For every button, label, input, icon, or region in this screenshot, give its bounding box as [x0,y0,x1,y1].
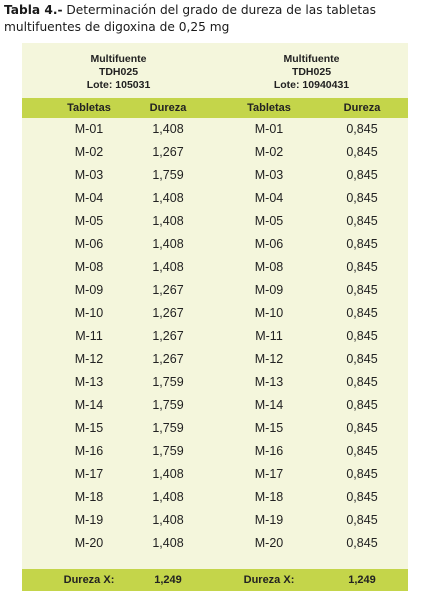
cell-dureza-2: 0,845 [346,260,378,274]
cell-tableta-1: M-08 [74,260,104,274]
cell-dureza-2: 0,845 [346,145,378,159]
cell-dureza-2: 0,845 [346,375,378,389]
cell-dureza-2: 0,845 [346,306,378,320]
table-row [22,371,408,394]
cell-tableta-2: M-17 [254,467,284,481]
table-row [22,394,408,417]
cell-dureza-2: 0,845 [346,536,378,550]
cell-tableta-2: M-10 [254,306,284,320]
column-header-dureza-2: Dureza [343,102,381,114]
column-header-dureza-1: Dureza [149,102,187,114]
cell-tableta-1: M-14 [74,398,104,412]
cell-tableta-2: M-01 [254,122,284,136]
cell-tableta-1: M-18 [74,490,104,504]
cell-dureza-2: 0,845 [346,122,378,136]
cell-dureza-1: 1,267 [152,283,184,297]
cell-tableta-1: M-01 [74,122,104,136]
cell-dureza-1: 1,408 [152,237,184,251]
footer-row [22,569,408,591]
cell-dureza-2: 0,845 [346,237,378,251]
column-header-row [22,98,408,118]
caption-text-line1: Determinación del grado de dureza de las tabletas [62,3,376,17]
hardness-table [22,43,408,591]
table-row [22,141,408,164]
cell-tableta-2: M-12 [254,352,284,366]
cell-tableta-2: M-19 [254,513,284,527]
cell-dureza-1: 1,408 [152,536,184,550]
cell-dureza-1: 1,267 [152,306,184,320]
cell-dureza-1: 1,408 [152,214,184,228]
cell-tableta-2: M-02 [254,145,284,159]
group-2-line3: Lote: 10940431 [273,79,350,91]
cell-tableta-1: M-05 [74,214,104,228]
cell-dureza-1: 1,267 [152,145,184,159]
cell-dureza-2: 0,845 [346,168,378,182]
caption-label: Tabla 4.- [4,3,63,17]
cell-dureza-2: 0,845 [346,283,378,297]
group-header-1 [22,43,215,98]
cell-dureza-1: 1,759 [152,398,184,412]
cell-dureza-1: 1,408 [152,490,184,504]
group-2-line1: Multifuente [283,53,340,65]
cell-tableta-1: M-12 [74,352,104,366]
group-1-line3: Lote: 105031 [86,79,151,91]
table-row [22,118,408,141]
cell-dureza-1: 1,759 [152,444,184,458]
cell-dureza-1: 1,759 [152,375,184,389]
cell-tableta-2: M-06 [254,237,284,251]
cell-tableta-1: M-09 [74,283,104,297]
cell-tableta-2: M-03 [254,168,284,182]
footer-label-2: Dureza X: [243,574,295,586]
cell-tableta-1: M-03 [74,168,104,182]
table-row [22,417,408,440]
cell-dureza-2: 0,845 [346,513,378,527]
table-row [22,164,408,187]
footer-value-1: 1,249 [154,574,182,586]
cell-dureza-1: 1,267 [152,352,184,366]
cell-tableta-2: M-04 [254,191,284,205]
cell-tableta-1: M-16 [74,444,104,458]
table-row [22,348,408,371]
cell-tableta-2: M-14 [254,398,284,412]
cell-tableta-1: M-11 [75,329,103,343]
footer-label-1: Dureza X: [63,574,115,586]
cell-tableta-1: M-15 [74,421,104,435]
cell-dureza-1: 1,408 [152,122,184,136]
cell-tableta-2: M-15 [254,421,284,435]
column-header-tabletas-2: Tabletas [247,102,291,114]
cell-tableta-1: M-02 [74,145,104,159]
group-2-line2: TDH025 [291,66,332,78]
cell-tableta-1: M-17 [74,467,104,481]
table-row [22,532,408,555]
cell-dureza-2: 0,845 [346,421,378,435]
cell-dureza-2: 0,845 [346,329,378,343]
cell-dureza-1: 1,408 [152,467,184,481]
cell-dureza-2: 0,845 [346,444,378,458]
cell-tableta-1: M-19 [74,513,104,527]
table-row [22,187,408,210]
cell-dureza-2: 0,845 [346,490,378,504]
table-row [22,509,408,532]
cell-tableta-2: M-05 [254,214,284,228]
cell-tableta-2: M-08 [254,260,284,274]
cell-dureza-2: 0,845 [346,214,378,228]
cell-dureza-1: 1,408 [152,513,184,527]
cell-tableta-2: M-13 [254,375,284,389]
column-header-tabletas-1: Tabletas [67,102,111,114]
cell-dureza-1: 1,408 [152,260,184,274]
cell-tableta-2: M-09 [254,283,284,297]
cell-dureza-2: 0,845 [346,398,378,412]
cell-tableta-2: M-16 [254,444,284,458]
caption-text-line2: multifuentes de digoxina de 0,25 mg [4,20,230,34]
group-1-line2: TDH025 [98,66,139,78]
footer-value-2: 1,249 [348,574,376,586]
table-row [22,486,408,509]
table-row [22,325,408,348]
table-row [22,440,408,463]
cell-tableta-1: M-06 [74,237,104,251]
table-row [22,210,408,233]
cell-dureza-1: 1,408 [152,191,184,205]
group-header-2 [215,43,408,98]
group-1-line1: Multifuente [90,53,147,65]
cell-tableta-1: M-20 [74,536,104,550]
cell-tableta-2: M-11 [255,329,283,343]
cell-dureza-2: 0,845 [346,191,378,205]
table-row [22,256,408,279]
table-body [22,118,408,555]
table-row [22,279,408,302]
cell-dureza-1: 1,759 [152,168,184,182]
cell-dureza-2: 0,845 [346,352,378,366]
cell-dureza-1: 1,267 [152,329,184,343]
cell-tableta-2: M-20 [254,536,284,550]
cell-dureza-2: 0,845 [346,467,378,481]
cell-dureza-1: 1,759 [152,421,184,435]
cell-tableta-1: M-13 [74,375,104,389]
cell-tableta-1: M-04 [74,191,104,205]
cell-tableta-2: M-18 [254,490,284,504]
table-caption [4,2,428,36]
table-row [22,302,408,325]
cell-tableta-1: M-10 [74,306,104,320]
table-row [22,463,408,486]
table-row [22,233,408,256]
